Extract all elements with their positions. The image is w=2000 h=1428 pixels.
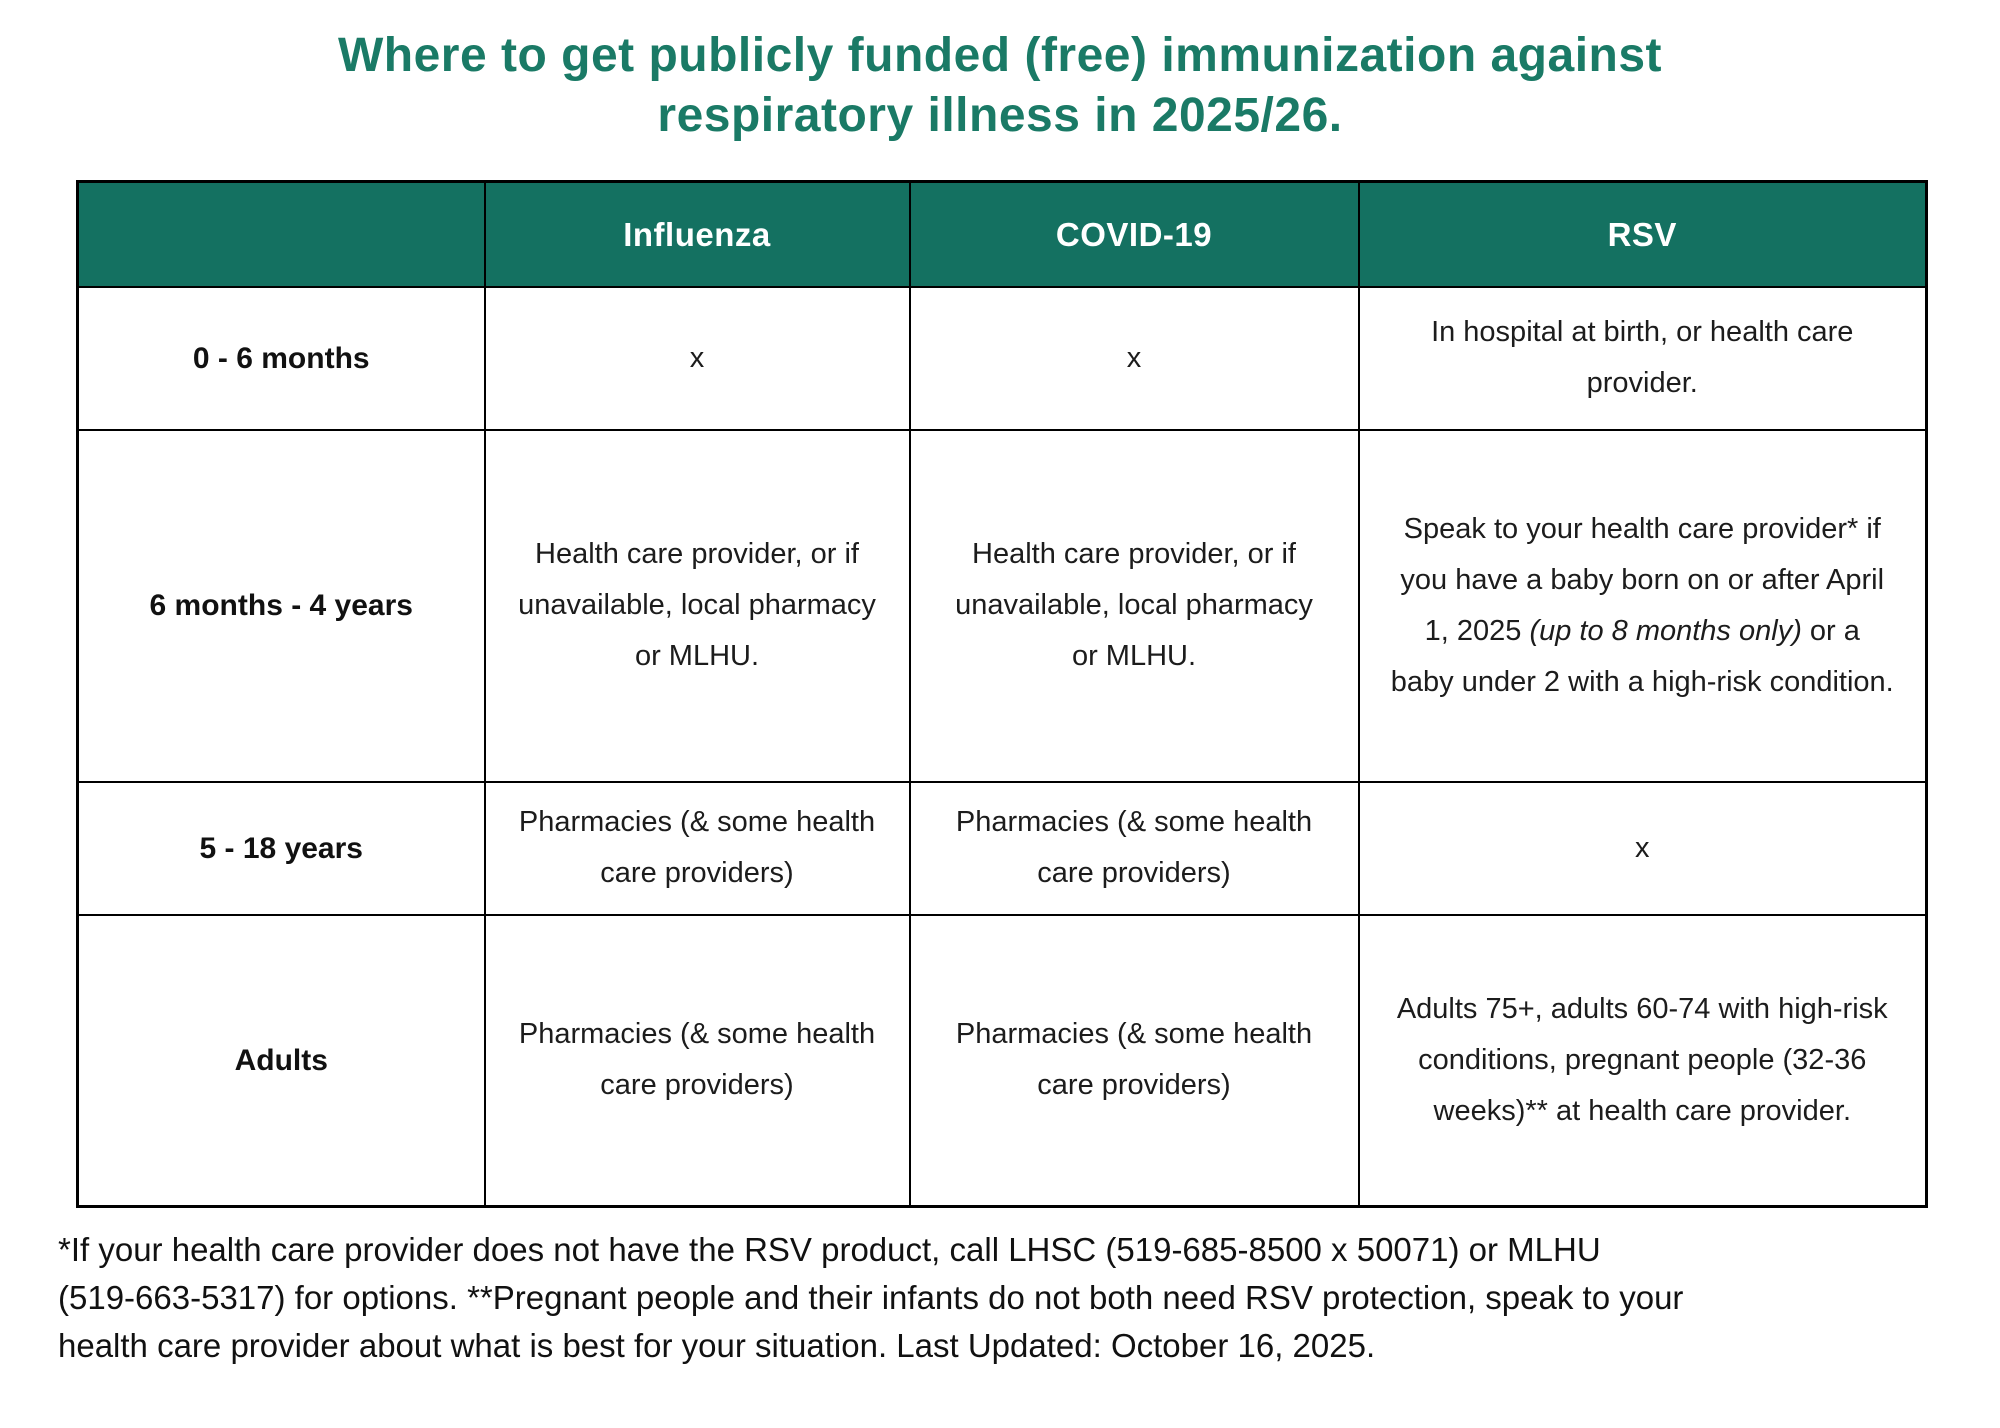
immunization-table <box>76 180 1928 1208</box>
table-row-6-months-4-years <box>78 430 1927 782</box>
cell-influenza-6-months-4-years: Health care provider, or if unavailable, local pharmacy or MLHU. <box>485 430 910 782</box>
column-header-rsv: RSV <box>1359 182 1927 287</box>
cell-influenza-5-18-years: Pharmacies (& some health care providers) <box>485 782 910 915</box>
cell-rsv-0-6-months: In hospital at birth, or health care provider. <box>1359 287 1927 430</box>
rsv-text-post: or a baby under 2 with a high-risk condition. <box>1390 614 1894 698</box>
table-row-5-18-years <box>78 782 1927 915</box>
rsv-text-pre: Speak to your health care provider* if you have a baby born on or after April 1, 2025 <box>1400 512 1885 647</box>
cell-influenza-0-6-months: x <box>485 287 910 430</box>
page-title-line2: respiratory illness in 2025/26. <box>657 89 1343 142</box>
cell-rsv-6-months-4-years <box>1359 430 1927 782</box>
page-title <box>0 26 2000 146</box>
column-header-influenza: Influenza <box>485 182 910 287</box>
rsv-text-italic: (up to 8 months only) <box>1529 614 1802 647</box>
row-label-adults: Adults <box>78 915 485 1207</box>
footnote-line2: (519-663-5317) for options. **Pregnant people and their infants do not both need RSV protection, speak to your <box>58 1279 1684 1316</box>
table-row-0-6-months <box>78 287 1927 430</box>
footnote-line3: health care provider about what is best for your situation. Last Updated: October 16, 2025. <box>58 1327 1376 1364</box>
cell-influenza-adults: Pharmacies (& some health care providers) <box>485 915 910 1207</box>
cell-covid-0-6-months: x <box>910 287 1359 430</box>
cell-rsv-adults: Adults 75+, adults 60-74 with high-risk conditions, pregnant people (32-36 weeks)** at health care provider. <box>1359 915 1927 1207</box>
footnote-line1: *If your health care provider does not have the RSV product, call LHSC (519-685-8500 x 50071) or MLHU <box>58 1231 1601 1268</box>
cell-covid-6-months-4-years: Health care provider, or if unavailable, local pharmacy or MLHU. <box>910 430 1359 782</box>
header-row <box>78 182 1927 287</box>
row-label-0-6-months: 0 - 6 months <box>78 287 485 430</box>
immunization-table-container <box>76 180 1928 1208</box>
cell-covid-5-18-years: Pharmacies (& some health care providers) <box>910 782 1359 915</box>
row-label-5-18-years: 5 - 18 years <box>78 782 485 915</box>
page-title-line1: Where to get publicly funded (free) immunization against <box>337 29 1663 82</box>
cell-rsv-5-18-years: x <box>1359 782 1927 915</box>
row-label-6-months-4-years: 6 months - 4 years <box>78 430 485 782</box>
table-row-adults <box>78 915 1927 1207</box>
cell-covid-adults: Pharmacies (& some health care providers) <box>910 915 1359 1207</box>
column-header-covid-19: COVID-19 <box>910 182 1359 287</box>
footnote <box>58 1226 1958 1370</box>
column-header-age-group <box>78 182 485 287</box>
